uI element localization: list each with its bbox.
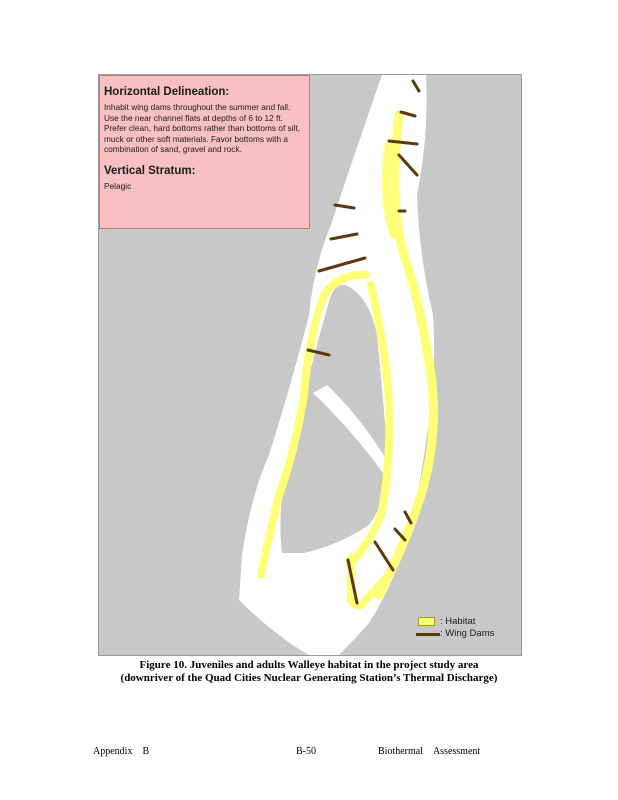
habitat-description-box [99, 75, 310, 229]
legend-label-wing-dams: : Wing Dams [440, 628, 495, 639]
caption-line-2: (downriver of the Quad Cities Nuclear Generating Station’s Thermal Discharge) [120, 672, 498, 684]
wing-dam-swatch [416, 633, 440, 636]
horizontal-delineation-heading: Horizontal Delineation: [104, 86, 230, 98]
footer-document-title: Biothermal Assessment [378, 746, 481, 757]
habitat-swatch [418, 617, 435, 626]
horizontal-delineation-text: Inhabit wing dams throughout the summer and fall. Use the near channel flats at depths of 6 to 12 ft. Prefer clean, hard bottoms rather than bottoms of silt, muck or other soft materials. Favor bottoms with a combination of sand, gravel and rock. [104, 102, 300, 154]
caption-line-1: Figure 10. Juveniles and adults Walleye habitat in the project study area [139, 659, 479, 671]
figure-caption [0, 659, 618, 685]
vertical-stratum-heading: Vertical Stratum: [104, 164, 196, 177]
vertical-stratum-text: Pelagic [104, 180, 132, 191]
footer-appendix: Appendix B [93, 746, 150, 757]
footer-page-number: B-50 [296, 746, 316, 757]
legend-label-habitat: : Habitat [440, 616, 476, 627]
